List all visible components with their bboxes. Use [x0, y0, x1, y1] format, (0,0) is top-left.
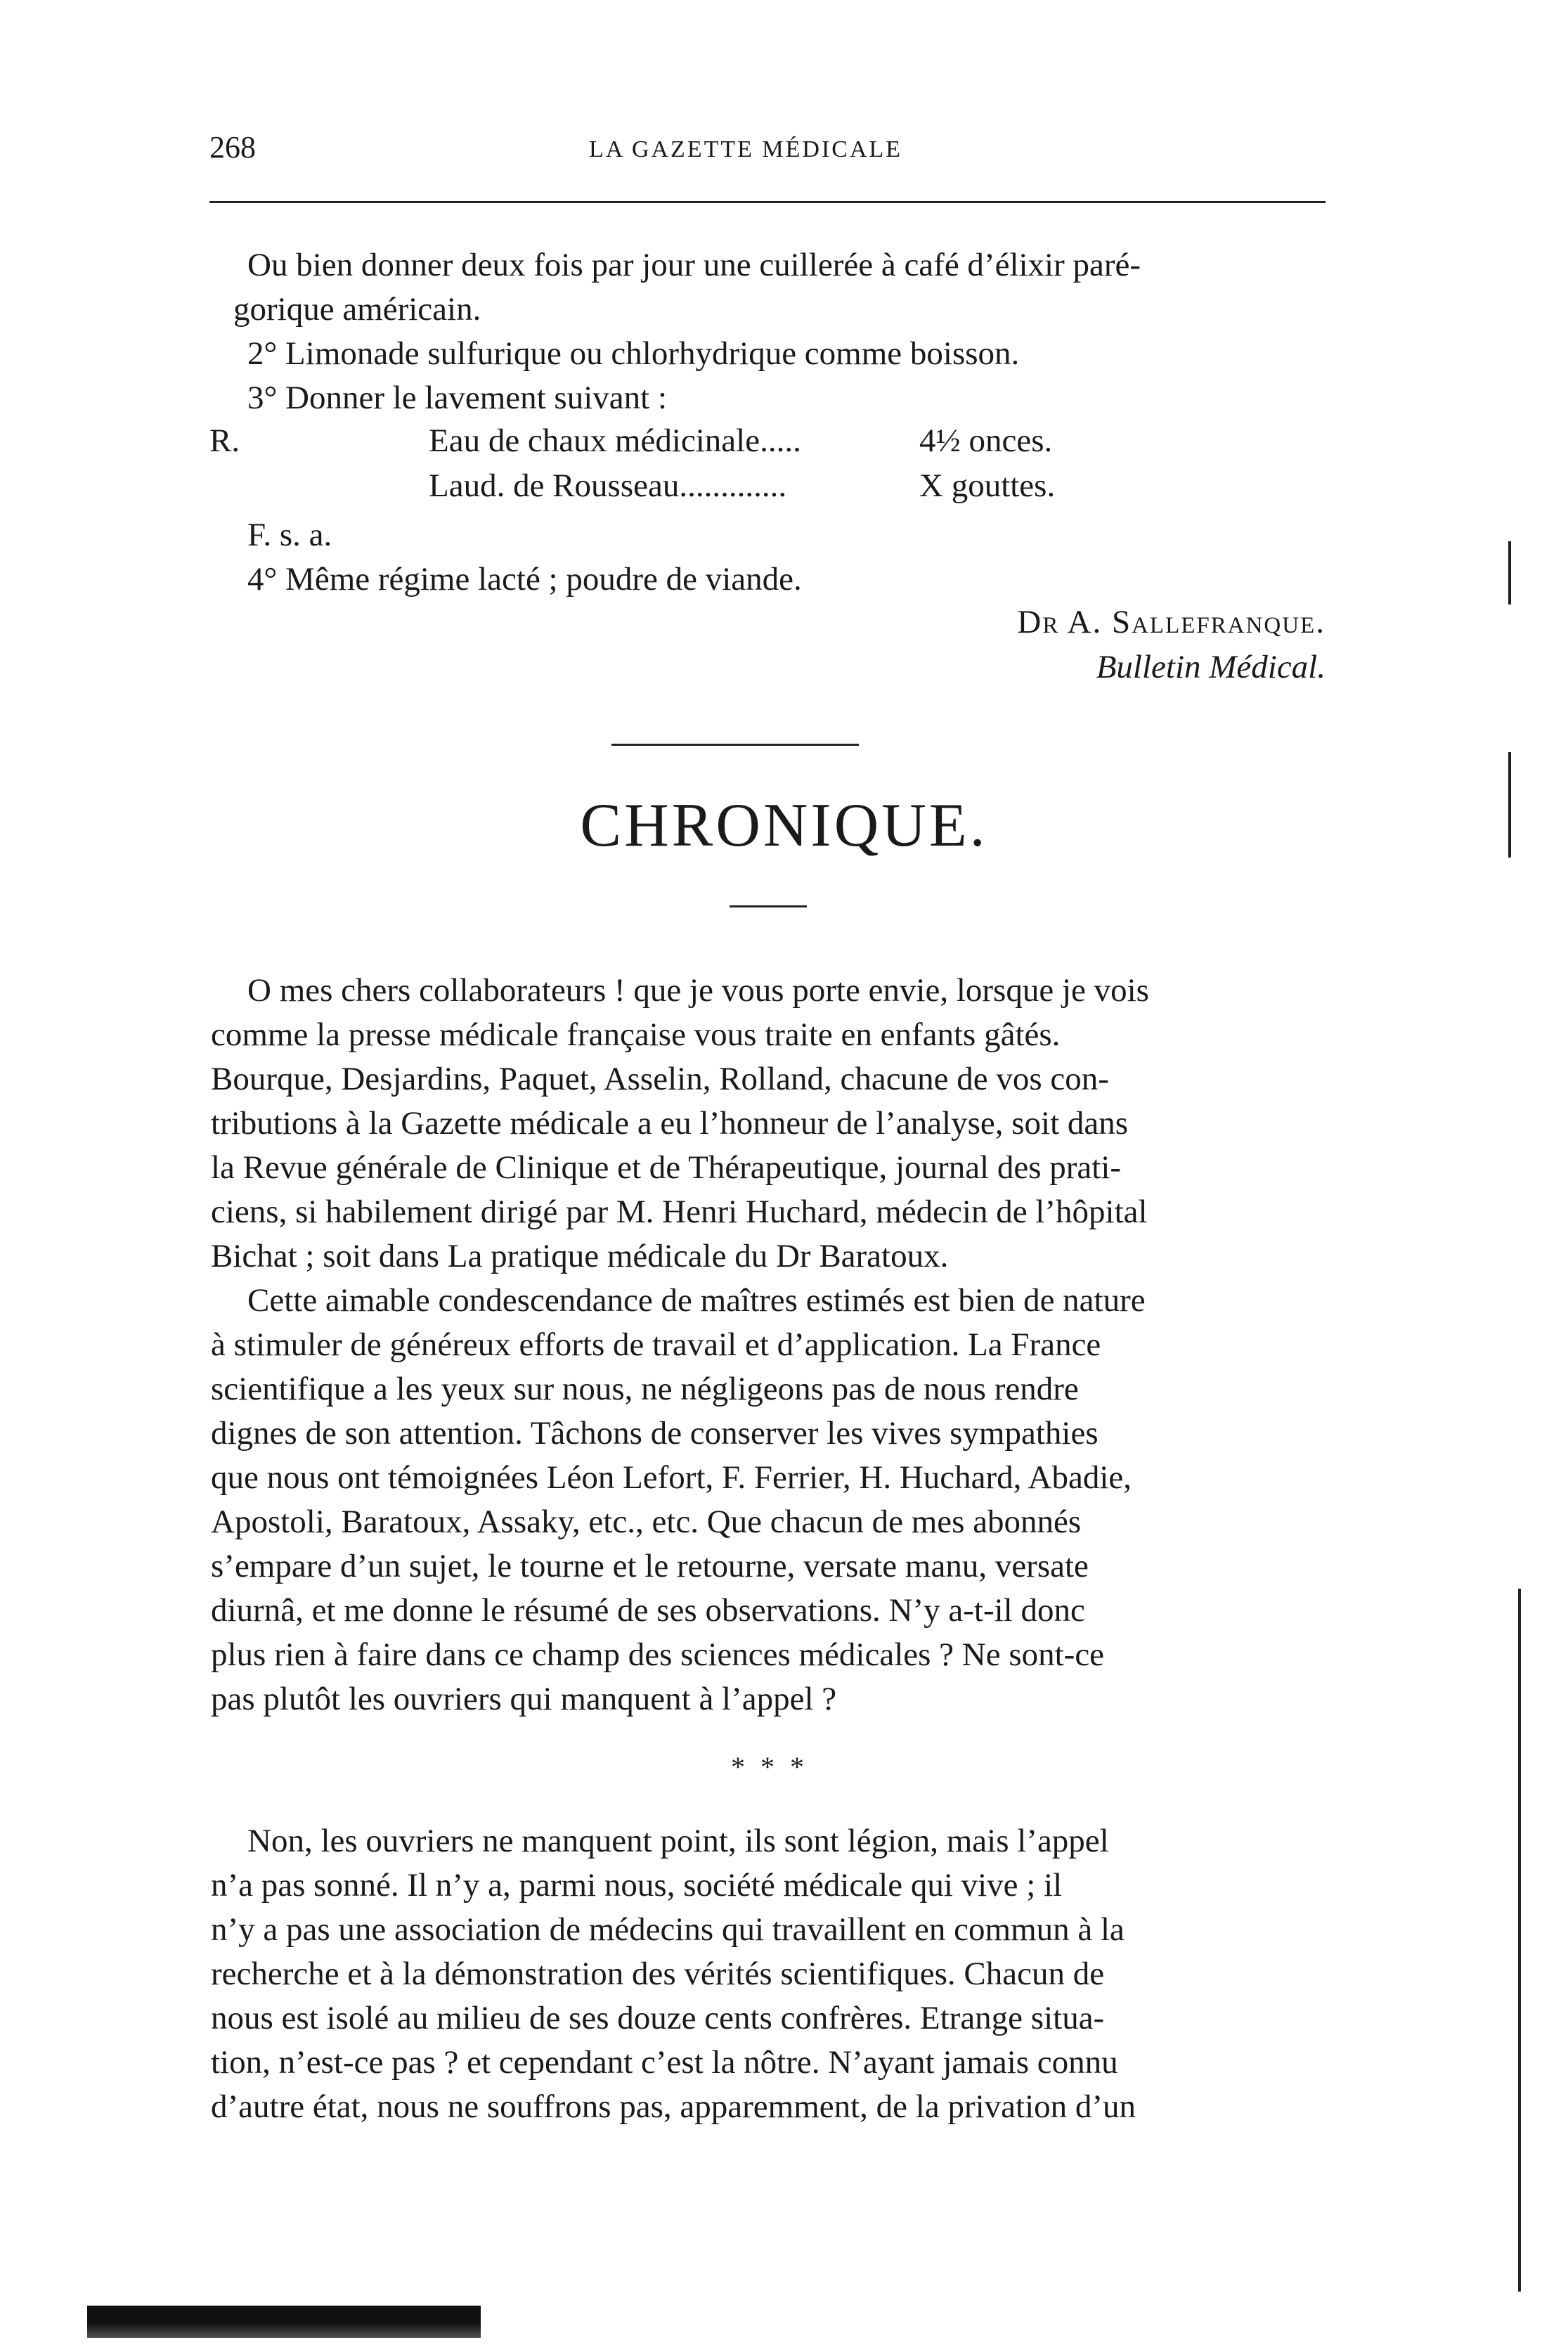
section-rule-top [611, 744, 859, 746]
header-rule [209, 201, 1326, 203]
section-title: CHRONIQUE. [580, 791, 988, 860]
signature-author [1017, 603, 1326, 641]
ingredient-name: Eau de chaux médicinale..... [429, 422, 801, 459]
ingredient-name: Laud. de Rousseau............. [429, 467, 787, 504]
text-line: ciens, si habilement dirigé par M. Henri Huchard, médecin de l’hôpital [211, 1194, 1148, 1230]
text-line: d’autre état, nous ne souffrons pas, apparemment, de la privation d’un [211, 2088, 1136, 2125]
text-line: nous est isolé au milieu de ses douze cents confrères. Etrange situa- [211, 2000, 1105, 2036]
source-name: Bulletin Médical. [1096, 649, 1326, 685]
text-line: dignes de son attention. Tâchons de conserver les vives sympathies [211, 1415, 1099, 1452]
text-line: la Revue générale de Clinique et de Thérapeutique, journal des prati- [211, 1149, 1122, 1186]
rx-letter: R. [209, 422, 240, 459]
text-line: s’empare d’un sujet, le tourne et le retourne, versate manu, versate [211, 1548, 1089, 1584]
scan-margin-mark [1518, 1589, 1521, 2292]
text-line: pas plutôt les ouvriers qui manquent à l’appel ? [211, 1681, 837, 1717]
recipe-line: 2° Limonade sulfurique ou chlorhydrique comme boisson. [247, 335, 1020, 372]
section-rule-bottom [730, 905, 807, 907]
text-line: Apostoli, Baratoux, Assaky, etc., etc. Que chacun de mes abonnés [211, 1504, 1082, 1540]
asterism: * * * [731, 1751, 808, 1783]
author-name: Dr A. Sallefranque. [1017, 604, 1326, 640]
text-line: scientifique a les yeux sur nous, ne négligeons pas de nous rendre [211, 1371, 1079, 1407]
prescription-row [209, 422, 1327, 467]
chronique-paragraph-3 [211, 1819, 1326, 2129]
text-line: Bourque, Desjardins, Paquet, Asselin, Rolland, chacune de vos con- [211, 1061, 1109, 1097]
prescription-row [209, 467, 1327, 512]
scan-margin-mark [1508, 752, 1511, 858]
recipe-text-end [247, 513, 1326, 602]
text-line: n’y a pas une association de médecins qui travaillent en commun à la [211, 1911, 1125, 1948]
text-line: que nous ont témoignées Léon Lefort, F. Ferrier, H. Huchard, Abadie, [211, 1459, 1132, 1496]
text-line: comme la presse médicale française vous traite en enfants gâtés. [211, 1016, 1061, 1053]
recipe-text [233, 243, 1326, 420]
text-line: tributions à la Gazette médicale a eu l’honneur de l’analyse, soit dans [211, 1105, 1129, 1142]
text-line: n’a pas sonné. Il n’y a, parmi nous, société médicale qui vive ; il [211, 1867, 1063, 1904]
text-line: Cette aimable condescendance de maîtres estimés est bien de nature [247, 1282, 1146, 1319]
text-line: O mes chers collaborateurs ! que je vous porte envie, lorsque je vois [247, 972, 1149, 1009]
fsa-line: F. s. a. [247, 517, 332, 553]
text-line: recherche et à la démonstration des vérités scientifiques. Chacun de [211, 1956, 1105, 1992]
page-header [209, 129, 1323, 172]
signature-source [1096, 648, 1326, 686]
page-number: 268 [209, 130, 256, 164]
text-line: tion, n’est-ce pas ? et cependant c’est la nôtre. N’ayant jamais connu [211, 2044, 1118, 2081]
text-line: à stimuler de généreux efforts de travail et d’application. La France [211, 1326, 1101, 1363]
recipe-item-4: 4° Même régime lacté ; poudre de viande. [247, 561, 802, 597]
recipe-line: 3° Donner le lavement suivant : [247, 380, 668, 416]
recipe-line: gorique américain. [233, 291, 481, 328]
text-line: Bichat ; soit dans La pratique médicale du Dr Baratoux. [211, 1238, 949, 1274]
prescription [209, 422, 1327, 512]
ingredient-amount: 4½ onces. [919, 422, 1053, 459]
scan-margin-mark [1508, 541, 1511, 605]
scan-edge-bar [87, 2306, 481, 2338]
text-line: Non, les ouvriers ne manquent point, ils sont légion, mais l’appel [247, 1823, 1109, 1859]
running-title: LA GAZETTE MÉDICALE [589, 136, 903, 162]
text-line: plus rien à faire dans ce champ des sciences médicales ? Ne sont-ce [211, 1636, 1105, 1673]
chronique-paragraph-1 [211, 969, 1326, 1721]
recipe-line: Ou bien donner deux fois par jour une cuillerée à café d’élixir paré- [247, 247, 1141, 283]
ingredient-amount: X gouttes. [919, 467, 1056, 504]
text-line: diurnâ, et me donne le résumé de ses observations. N’y a-t-il donc [211, 1592, 1085, 1629]
